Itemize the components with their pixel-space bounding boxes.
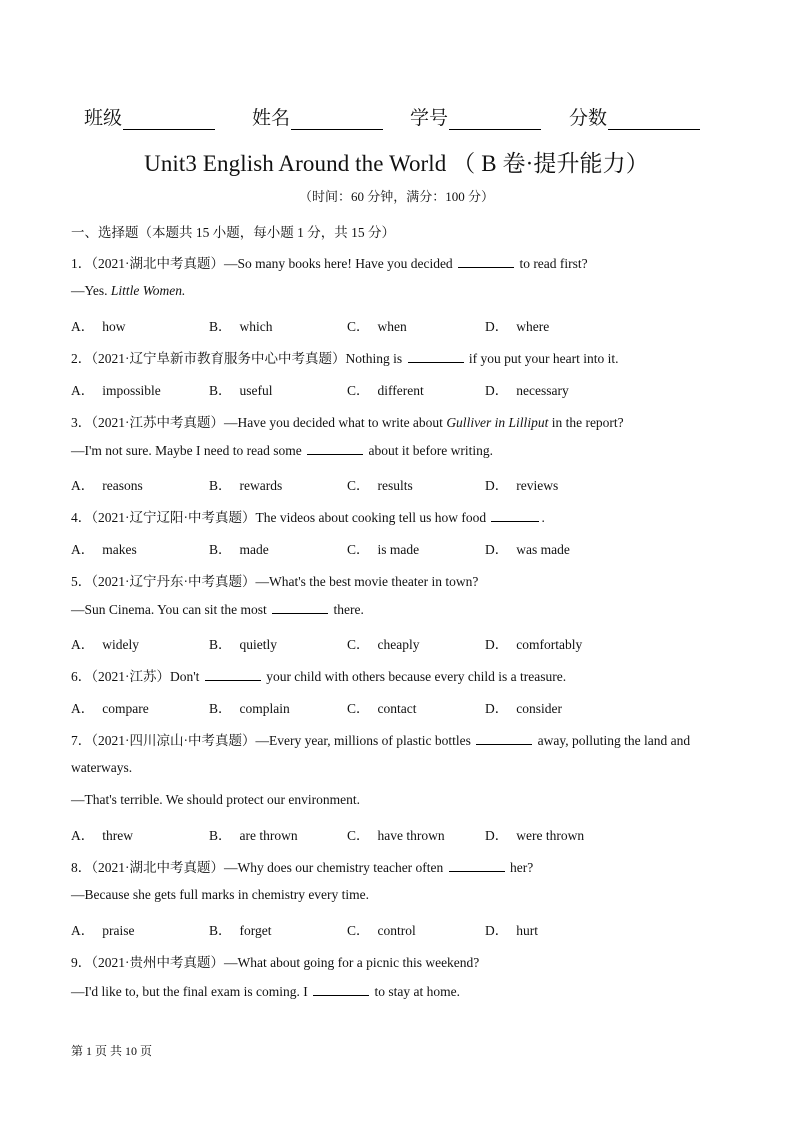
option-letter: C． bbox=[347, 923, 370, 938]
question-7-reply: —That's terrible. We should protect our environment. bbox=[71, 792, 361, 807]
option-letter: C． bbox=[347, 701, 370, 716]
score-blank[interactable] bbox=[608, 109, 700, 130]
option-c[interactable] bbox=[347, 697, 417, 717]
student-id-field bbox=[410, 103, 541, 130]
question-9 bbox=[71, 951, 479, 971]
option-d[interactable] bbox=[485, 824, 584, 844]
option-c[interactable] bbox=[347, 919, 416, 939]
question-text: in the report? bbox=[548, 415, 624, 430]
question-4 bbox=[71, 506, 545, 526]
option-letter: A． bbox=[71, 542, 95, 557]
option-text: threw bbox=[102, 828, 133, 843]
question-text: 6．（2021·江苏）Don't bbox=[71, 669, 200, 684]
option-letter: B． bbox=[209, 701, 232, 716]
question-1 bbox=[71, 252, 588, 272]
option-text: contact bbox=[377, 701, 417, 716]
option-b[interactable] bbox=[209, 379, 273, 399]
reply-text: about it before writing. bbox=[368, 443, 493, 458]
option-d[interactable] bbox=[485, 633, 582, 653]
option-letter: D． bbox=[485, 828, 509, 843]
question-1-reply bbox=[71, 283, 185, 299]
answer-blank[interactable] bbox=[491, 509, 539, 522]
answer-blank[interactable] bbox=[476, 732, 532, 745]
option-text: complain bbox=[239, 701, 290, 716]
option-letter: A． bbox=[71, 828, 95, 843]
option-c[interactable] bbox=[347, 379, 424, 399]
option-text: made bbox=[239, 542, 269, 557]
reply-text: —I'd like to, but the final exam is coming. I bbox=[71, 984, 308, 999]
option-letter: D． bbox=[485, 542, 509, 557]
option-text: comfortably bbox=[516, 637, 583, 652]
option-d[interactable] bbox=[485, 919, 538, 939]
option-letter: D． bbox=[485, 383, 509, 398]
question-text: 1．（2021·湖北中考真题）—So many books here! Have you decided bbox=[71, 256, 453, 271]
option-letter: B． bbox=[209, 478, 232, 493]
option-letter: C． bbox=[347, 542, 370, 557]
option-b[interactable] bbox=[209, 474, 282, 494]
class-label: 班级 bbox=[84, 108, 123, 129]
option-text: have thrown bbox=[377, 828, 445, 843]
question-8-reply: —Because she gets full marks in chemistry every time. bbox=[71, 887, 370, 902]
option-text: is made bbox=[377, 542, 420, 557]
option-b[interactable] bbox=[209, 919, 272, 939]
question-5-reply bbox=[71, 601, 364, 618]
option-b[interactable] bbox=[209, 824, 298, 844]
name-field bbox=[252, 103, 383, 130]
option-a[interactable] bbox=[71, 824, 133, 844]
option-letter: C． bbox=[347, 637, 370, 652]
option-letter: D． bbox=[485, 637, 509, 652]
score-field bbox=[569, 103, 700, 130]
student-id-blank[interactable] bbox=[449, 109, 541, 130]
option-text: useful bbox=[239, 383, 273, 398]
option-b[interactable] bbox=[209, 538, 269, 558]
book-title: Gulliver in Lilliput bbox=[446, 415, 549, 430]
option-letter: B． bbox=[209, 383, 232, 398]
option-a[interactable] bbox=[71, 697, 149, 717]
option-letter: D． bbox=[485, 701, 509, 716]
option-letter: B． bbox=[209, 542, 232, 557]
option-letter: C． bbox=[347, 478, 370, 493]
question-6 bbox=[71, 665, 566, 685]
option-text: impossible bbox=[102, 383, 161, 398]
question-text: her? bbox=[510, 860, 534, 875]
book-title: Little Women. bbox=[110, 283, 186, 298]
name-label: 姓名 bbox=[252, 108, 291, 129]
question-text: 9．（2021·贵州中考真题）—What about going for a picnic this weekend? bbox=[71, 955, 480, 970]
question-8 bbox=[71, 856, 533, 876]
student-info-row bbox=[84, 103, 724, 129]
question-text: 7．（2021·四川凉山·中考真题）—Every year, millions of plastic bottles bbox=[71, 733, 471, 748]
option-text: reviews bbox=[516, 478, 559, 493]
question-text: 2．（2021·辽宁阜新市教育服务中心中考真题）Nothing is bbox=[71, 351, 403, 366]
option-a[interactable] bbox=[71, 474, 143, 494]
section-heading: 一、选择题（本题共 15 小题，每小题 1 分，共 15 分） bbox=[71, 225, 395, 240]
question-9-reply bbox=[71, 983, 460, 1000]
option-a[interactable] bbox=[71, 379, 161, 399]
option-text: praise bbox=[102, 923, 135, 938]
option-letter: D． bbox=[485, 478, 509, 493]
option-text: forget bbox=[239, 923, 272, 938]
option-c[interactable] bbox=[347, 315, 407, 335]
option-text: necessary bbox=[516, 383, 569, 398]
answer-blank[interactable] bbox=[458, 255, 514, 268]
question-text: . bbox=[541, 510, 545, 525]
option-text: when bbox=[377, 319, 407, 334]
option-letter: D． bbox=[485, 923, 509, 938]
option-text: are thrown bbox=[239, 828, 298, 843]
option-text: were thrown bbox=[516, 828, 585, 843]
answer-blank[interactable] bbox=[408, 350, 464, 363]
reply-text: —Sun Cinema. You can sit the most bbox=[71, 602, 267, 617]
option-a[interactable] bbox=[71, 633, 139, 653]
option-text: how bbox=[102, 319, 126, 334]
question-text: 3．（2021·江苏中考真题）—Have you decided what to write about bbox=[71, 415, 447, 430]
score-label: 分数 bbox=[569, 108, 608, 129]
question-text: 8．（2021·湖北中考真题）—Why does our chemistry teacher often bbox=[71, 860, 444, 875]
reply-text: —Yes. bbox=[71, 283, 111, 298]
option-letter: B． bbox=[209, 319, 232, 334]
option-text: reasons bbox=[102, 478, 143, 493]
option-text: where bbox=[516, 319, 550, 334]
question-7-continued: waterways. bbox=[71, 760, 133, 775]
option-b[interactable] bbox=[209, 697, 290, 717]
option-text: cheaply bbox=[377, 637, 420, 652]
option-a[interactable] bbox=[71, 538, 137, 558]
question-text: away, polluting the land and bbox=[537, 733, 691, 748]
question-5 bbox=[71, 570, 478, 590]
option-text: hurt bbox=[516, 923, 538, 938]
answer-blank[interactable] bbox=[313, 983, 369, 996]
option-text: quietly bbox=[239, 637, 278, 652]
answer-blank[interactable] bbox=[307, 442, 363, 455]
option-d[interactable] bbox=[485, 474, 558, 494]
option-letter: C． bbox=[347, 383, 370, 398]
question-2 bbox=[71, 347, 619, 367]
option-letter: A． bbox=[71, 478, 95, 493]
option-b[interactable] bbox=[209, 315, 273, 335]
class-blank[interactable] bbox=[123, 109, 215, 130]
question-3-reply bbox=[71, 442, 493, 459]
option-letter: A． bbox=[71, 319, 95, 334]
class-field bbox=[84, 103, 215, 130]
option-d[interactable] bbox=[485, 379, 569, 399]
option-text: widely bbox=[102, 637, 139, 652]
student-id-label: 学号 bbox=[410, 108, 449, 129]
option-c[interactable] bbox=[347, 633, 420, 653]
option-letter: B． bbox=[209, 923, 232, 938]
option-d[interactable] bbox=[485, 538, 570, 558]
page-number: 第 1 页 共 10 页 bbox=[71, 1044, 153, 1058]
option-letter: B． bbox=[209, 828, 232, 843]
option-letter: C． bbox=[347, 828, 370, 843]
name-blank[interactable] bbox=[291, 109, 383, 130]
option-text: control bbox=[377, 923, 416, 938]
option-letter: A． bbox=[71, 923, 95, 938]
answer-blank[interactable] bbox=[449, 859, 505, 872]
page-title: Unit3 English Around the World （ B 卷·提升能力） bbox=[144, 151, 649, 176]
question-text: to read first? bbox=[519, 256, 588, 271]
option-text: compare bbox=[102, 701, 149, 716]
option-text: rewards bbox=[239, 478, 283, 493]
option-letter: C． bbox=[347, 319, 370, 334]
question-text: your child with others because every child is a treasure. bbox=[266, 669, 567, 684]
option-text: consider bbox=[516, 701, 562, 716]
option-letter: B． bbox=[209, 637, 232, 652]
question-7 bbox=[71, 729, 690, 749]
reply-text: there. bbox=[333, 602, 364, 617]
option-d[interactable] bbox=[485, 315, 549, 335]
question-3 bbox=[71, 411, 624, 431]
option-text: different bbox=[377, 383, 424, 398]
answer-blank[interactable] bbox=[205, 668, 261, 681]
option-text: makes bbox=[102, 542, 137, 557]
option-c[interactable] bbox=[347, 474, 413, 494]
question-text: 5．（2021·辽宁丹东·中考真题）—What's the best movie theater in town? bbox=[71, 574, 479, 589]
option-a[interactable] bbox=[71, 919, 134, 939]
option-letter: D． bbox=[485, 319, 509, 334]
option-c[interactable] bbox=[347, 824, 445, 844]
option-c[interactable] bbox=[347, 538, 419, 558]
answer-blank[interactable] bbox=[272, 601, 328, 614]
question-text: if you put your heart into it. bbox=[468, 351, 619, 366]
option-text: which bbox=[239, 319, 273, 334]
option-text: results bbox=[377, 478, 413, 493]
option-d[interactable] bbox=[485, 697, 562, 717]
reply-text: —I'm not sure. Maybe I need to read some bbox=[71, 443, 302, 458]
reply-text: to stay at home. bbox=[374, 984, 460, 999]
option-a[interactable] bbox=[71, 315, 126, 335]
option-letter: A． bbox=[71, 701, 95, 716]
option-letter: A． bbox=[71, 637, 95, 652]
question-text: 4．（2021·辽宁辽阳·中考真题）The videos about cooking tell us how food bbox=[71, 510, 487, 525]
option-b[interactable] bbox=[209, 633, 277, 653]
exam-info: （时间：60 分钟，满分：100 分） bbox=[298, 189, 494, 204]
option-letter: A． bbox=[71, 383, 95, 398]
option-text: was made bbox=[516, 542, 570, 557]
